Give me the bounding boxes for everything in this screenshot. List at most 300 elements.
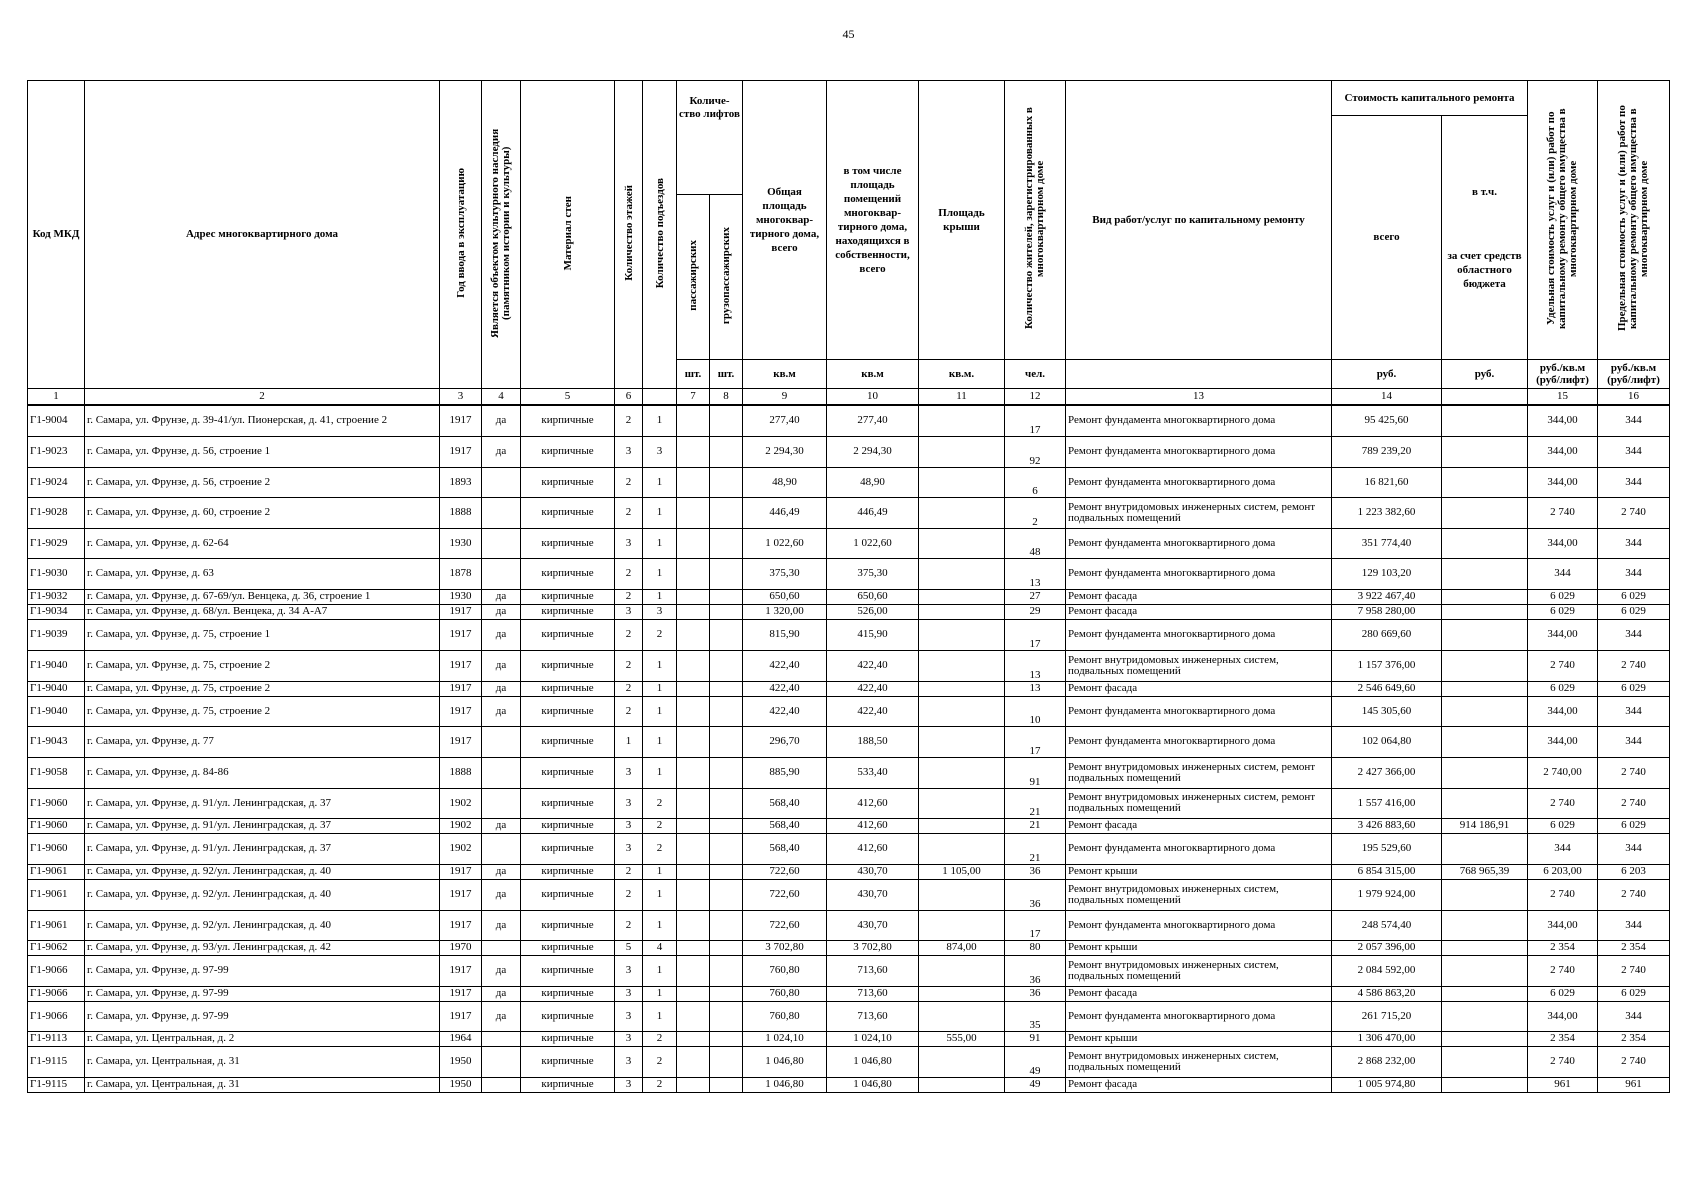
cell-entrances: 3: [643, 604, 677, 619]
cell-lifts-cargo: [710, 589, 743, 604]
cell-residents: 13: [1005, 681, 1066, 696]
cell-total-area: 568,40: [743, 833, 827, 864]
cell-heritage: да: [482, 619, 521, 650]
cell-roof-area: [919, 436, 1005, 467]
cell-total-area: 650,60: [743, 589, 827, 604]
cell-roof-area: [919, 619, 1005, 650]
cell-residents: 2: [1005, 497, 1066, 528]
table-body: [28, 405, 1670, 1092]
cell-cost: 789 239,20: [1332, 436, 1442, 467]
cell-lifts-cargo: [710, 986, 743, 1001]
cell-roof-area: [919, 696, 1005, 726]
col-number: 1: [28, 389, 85, 406]
cell-limit-cost: 961: [1598, 1077, 1670, 1092]
cell-owned-area: 412,60: [827, 833, 919, 864]
cell-residents: 17: [1005, 726, 1066, 757]
cell-owned-area: 446,49: [827, 497, 919, 528]
col-number: 3: [440, 389, 482, 406]
cell-floors: 3: [615, 436, 643, 467]
cell-lifts-pass: [677, 1031, 710, 1046]
cell-year: 1917: [440, 955, 482, 986]
cell-total-area: 1 320,00: [743, 604, 827, 619]
col-number: 2: [85, 389, 440, 406]
cell-address: г. Самара, ул. Фрунзе, д. 75, строение 2: [85, 696, 440, 726]
cell-lifts-cargo: [710, 604, 743, 619]
col-total-area-header: Общая площадь многоквар-тирного дома, всего: [743, 81, 827, 360]
cell-total-area: 422,40: [743, 650, 827, 681]
cell-total-area: 375,30: [743, 558, 827, 589]
cell-cost: 1 557 416,00: [1332, 788, 1442, 818]
cell-heritage: да: [482, 405, 521, 436]
cell-cost: 1 306 470,00: [1332, 1031, 1442, 1046]
cell-owned-area: 412,60: [827, 818, 919, 833]
cell-owned-area: 713,60: [827, 1001, 919, 1031]
cell-floors: 2: [615, 910, 643, 940]
cell-floors: 1: [615, 726, 643, 757]
cell-kod: Г1-9115: [28, 1046, 85, 1077]
col-cost-total-header: всего: [1332, 116, 1442, 360]
cell-address: г. Самара, ул. Центральная, д. 31: [85, 1046, 440, 1077]
cell-residents: 13: [1005, 650, 1066, 681]
cell-cost: 16 821,60: [1332, 467, 1442, 497]
cell-kod: Г1-9004: [28, 405, 85, 436]
cell-total-area: 722,60: [743, 910, 827, 940]
cell-total-area: 760,80: [743, 955, 827, 986]
cell-lifts-pass: [677, 467, 710, 497]
cell-address: г. Самара, ул. Фрунзе, д. 62-64: [85, 528, 440, 558]
cell-residents: 10: [1005, 696, 1066, 726]
cell-floors: 3: [615, 955, 643, 986]
cell-lifts-pass: [677, 589, 710, 604]
cell-heritage: [482, 1031, 521, 1046]
cell-address: г. Самара, ул. Фрунзе, д. 91/ул. Ленинградская, д. 37: [85, 818, 440, 833]
cell-owned-area: 1 046,80: [827, 1046, 919, 1077]
cell-residents: 36: [1005, 879, 1066, 910]
cell-kod: Г1-9028: [28, 497, 85, 528]
cell-year: 1970: [440, 940, 482, 955]
cell-work: Ремонт крыши: [1066, 1031, 1332, 1046]
col-entrances-header: Количество подъездов: [643, 81, 677, 389]
cell-owned-area: 415,90: [827, 619, 919, 650]
cell-owned-area: 430,70: [827, 864, 919, 879]
col-roof-area-header: Площадь крыши: [919, 81, 1005, 360]
cell-address: г. Самара, ул. Фрунзе, д. 92/ул. Ленинградская, д. 40: [85, 910, 440, 940]
cell-cost-regional: [1442, 726, 1528, 757]
cell-cost-regional: [1442, 955, 1528, 986]
cell-work: Ремонт фундамента многоквартирного дома: [1066, 619, 1332, 650]
cell-work: Ремонт фасада: [1066, 681, 1332, 696]
cell-floors: 3: [615, 833, 643, 864]
cell-total-area: 760,80: [743, 1001, 827, 1031]
cell-cost-regional: [1442, 650, 1528, 681]
cell-year: 1917: [440, 864, 482, 879]
cell-entrances: 1: [643, 467, 677, 497]
col-number: 7: [677, 389, 710, 406]
cell-address: г. Самара, ул. Фрунзе, д. 92/ул. Ленинградская, д. 40: [85, 879, 440, 910]
cell-roof-area: [919, 955, 1005, 986]
cell-kod: Г1-9034: [28, 604, 85, 619]
cell-work: Ремонт фасада: [1066, 604, 1332, 619]
cell-limit-cost: 2 354: [1598, 940, 1670, 955]
cell-work: Ремонт фундамента многоквартирного дома: [1066, 910, 1332, 940]
cell-total-area: 422,40: [743, 681, 827, 696]
table-row: [28, 696, 1670, 726]
table-row: [28, 726, 1670, 757]
cell-total-area: 48,90: [743, 467, 827, 497]
cell-work: Ремонт внутридомовых инженерных систем, подвальных помещений: [1066, 1046, 1332, 1077]
cell-floors: 3: [615, 1031, 643, 1046]
cell-kod: Г1-9043: [28, 726, 85, 757]
cell-entrances: 1: [643, 696, 677, 726]
col-number: [1442, 389, 1528, 406]
cell-entrances: 1: [643, 757, 677, 788]
cell-walls: кирпичные: [521, 1077, 615, 1092]
cell-cost-regional: [1442, 833, 1528, 864]
col-lifts-cargo-header: грузопассажирских: [710, 195, 743, 360]
cell-cost-regional: [1442, 879, 1528, 910]
cell-heritage: да: [482, 955, 521, 986]
cell-limit-cost: 344: [1598, 467, 1670, 497]
cell-kod: Г1-9032: [28, 589, 85, 604]
cell-owned-area: 422,40: [827, 696, 919, 726]
cell-floors: 2: [615, 405, 643, 436]
col-heritage-header: Является объектом культурного наследия (памятником истории и культуры): [482, 81, 521, 389]
cell-unit-cost: 2 740: [1528, 788, 1598, 818]
cell-walls: кирпичные: [521, 650, 615, 681]
cell-walls: кирпичные: [521, 788, 615, 818]
cell-cost: 145 305,60: [1332, 696, 1442, 726]
cell-roof-area: 874,00: [919, 940, 1005, 955]
cell-work: Ремонт крыши: [1066, 864, 1332, 879]
cell-residents: 17: [1005, 619, 1066, 650]
cell-owned-area: 422,40: [827, 681, 919, 696]
cell-residents: 36: [1005, 955, 1066, 986]
cell-roof-area: [919, 558, 1005, 589]
col-residents-header: Количество жителей, зарегистрированных в многоквартирном доме: [1005, 81, 1066, 360]
cell-entrances: 2: [643, 788, 677, 818]
cell-kod: Г1-9024: [28, 467, 85, 497]
cell-work: Ремонт фундамента многоквартирного дома: [1066, 726, 1332, 757]
table-row: [28, 879, 1670, 910]
cell-owned-area: 713,60: [827, 986, 919, 1001]
cell-year: 1964: [440, 1031, 482, 1046]
cell-cost: 4 586 863,20: [1332, 986, 1442, 1001]
cell-cost: 1 005 974,80: [1332, 1077, 1442, 1092]
cell-floors: 3: [615, 528, 643, 558]
cell-roof-area: [919, 788, 1005, 818]
cell-residents: 36: [1005, 864, 1066, 879]
cell-roof-area: [919, 818, 1005, 833]
cell-cost: 3 922 467,40: [1332, 589, 1442, 604]
cell-limit-cost: 344: [1598, 1001, 1670, 1031]
cell-entrances: 1: [643, 405, 677, 436]
cell-limit-cost: 344: [1598, 833, 1670, 864]
cell-limit-cost: 344: [1598, 558, 1670, 589]
cell-entrances: 2: [643, 1077, 677, 1092]
cell-roof-area: [919, 726, 1005, 757]
cell-walls: кирпичные: [521, 910, 615, 940]
cell-owned-area: 713,60: [827, 955, 919, 986]
cell-heritage: да: [482, 879, 521, 910]
cell-lifts-cargo: [710, 757, 743, 788]
cell-work: Ремонт фундамента многоквартирного дома: [1066, 405, 1332, 436]
cell-total-area: 277,40: [743, 405, 827, 436]
cell-floors: 3: [615, 1046, 643, 1077]
cell-total-area: 2 294,30: [743, 436, 827, 467]
cell-walls: кирпичные: [521, 619, 615, 650]
cell-unit-cost: 6 029: [1528, 986, 1598, 1001]
cell-kod: Г1-9040: [28, 681, 85, 696]
col-number: 6: [615, 389, 643, 406]
cell-lifts-cargo: [710, 879, 743, 910]
cell-roof-area: [919, 589, 1005, 604]
cell-year: 1893: [440, 467, 482, 497]
cell-year: 1917: [440, 879, 482, 910]
cell-address: г. Самара, ул. Фрунзе, д. 97-99: [85, 1001, 440, 1031]
cell-lifts-pass: [677, 604, 710, 619]
cell-owned-area: 430,70: [827, 879, 919, 910]
table-row: [28, 986, 1670, 1001]
cell-owned-area: 430,70: [827, 910, 919, 940]
cell-entrances: 1: [643, 910, 677, 940]
cell-entrances: 1: [643, 1001, 677, 1031]
cell-unit-cost: 2 740,00: [1528, 757, 1598, 788]
cell-entrances: 2: [643, 818, 677, 833]
cell-roof-area: [919, 910, 1005, 940]
col-number: 13: [1066, 389, 1332, 406]
cell-lifts-pass: [677, 818, 710, 833]
cell-lifts-pass: [677, 864, 710, 879]
cell-unit-cost: 344,00: [1528, 528, 1598, 558]
cell-work: Ремонт фасада: [1066, 986, 1332, 1001]
cell-total-area: 722,60: [743, 879, 827, 910]
cell-floors: 3: [615, 818, 643, 833]
cell-lifts-cargo: [710, 955, 743, 986]
col-number: 9: [743, 389, 827, 406]
cell-address: г. Самара, ул. Фрунзе, д. 67-69/ул. Венцека, д. 36, строение 1: [85, 589, 440, 604]
cell-kod: Г1-9060: [28, 833, 85, 864]
table-row: [28, 757, 1670, 788]
cell-heritage: [482, 558, 521, 589]
cell-owned-area: 526,00: [827, 604, 919, 619]
table-row: [28, 940, 1670, 955]
cell-cost-regional: 768 965,39: [1442, 864, 1528, 879]
cell-heritage: да: [482, 1001, 521, 1031]
col-number: 10: [827, 389, 919, 406]
cell-walls: кирпичные: [521, 955, 615, 986]
cell-floors: 3: [615, 757, 643, 788]
cell-lifts-cargo: [710, 467, 743, 497]
cell-address: г. Самара, ул. Фрунзе, д. 77: [85, 726, 440, 757]
cell-limit-cost: 6 029: [1598, 589, 1670, 604]
cell-entrances: 1: [643, 589, 677, 604]
table-row: [28, 1077, 1670, 1092]
cell-cost: 7 958 280,00: [1332, 604, 1442, 619]
col-limit-cost-header: Предельная стоимость услуг и (или) работ по капитальному ремонту общего имущества в многоквартирном доме: [1598, 81, 1670, 360]
unit-cost-total: руб.: [1332, 360, 1442, 389]
cost-regional-label: за счет средств областного бюджета: [1447, 249, 1522, 290]
unit-cost-regional: руб.: [1442, 360, 1528, 389]
cell-roof-area: [919, 681, 1005, 696]
col-walls-header: Материал стен: [521, 81, 615, 389]
cell-lifts-pass: [677, 436, 710, 467]
cell-limit-cost: 6 029: [1598, 986, 1670, 1001]
cell-kod: Г1-9066: [28, 986, 85, 1001]
cell-heritage: [482, 833, 521, 864]
cell-address: г. Самара, ул. Фрунзе, д. 56, строение 2: [85, 467, 440, 497]
cell-heritage: да: [482, 818, 521, 833]
cell-year: 1917: [440, 604, 482, 619]
cell-year: 1917: [440, 681, 482, 696]
table-row: [28, 1001, 1670, 1031]
cell-limit-cost: 2 354: [1598, 1031, 1670, 1046]
cell-limit-cost: 344: [1598, 405, 1670, 436]
cell-heritage: [482, 497, 521, 528]
cell-unit-cost: 2 354: [1528, 940, 1598, 955]
cell-owned-area: 3 702,80: [827, 940, 919, 955]
cell-limit-cost: 2 740: [1598, 788, 1670, 818]
cell-entrances: 4: [643, 940, 677, 955]
cell-address: г. Самара, ул. Фрунзе, д. 84-86: [85, 757, 440, 788]
cell-roof-area: [919, 650, 1005, 681]
col-owned-area-header: в том числе площадь помещений многоквар-тирного дома, находящихся в собственности, всего: [827, 81, 919, 360]
cell-cost: 95 425,60: [1332, 405, 1442, 436]
cell-heritage: да: [482, 436, 521, 467]
cell-kod: Г1-9058: [28, 757, 85, 788]
cell-kod: Г1-9113: [28, 1031, 85, 1046]
cell-total-area: 1 046,80: [743, 1077, 827, 1092]
cell-year: 1917: [440, 726, 482, 757]
cell-limit-cost: 2 740: [1598, 955, 1670, 986]
cell-owned-area: 1 024,10: [827, 1031, 919, 1046]
cell-residents: 92: [1005, 436, 1066, 467]
cell-cost: 102 064,80: [1332, 726, 1442, 757]
cell-lifts-pass: [677, 619, 710, 650]
cell-heritage: да: [482, 910, 521, 940]
cell-unit-cost: 344,00: [1528, 1001, 1598, 1031]
cell-residents: 49: [1005, 1046, 1066, 1077]
cell-lifts-cargo: [710, 436, 743, 467]
cell-cost: 2 084 592,00: [1332, 955, 1442, 986]
unit-limit-cost: руб./кв.м (руб/лифт): [1598, 360, 1670, 389]
cell-residents: 27: [1005, 589, 1066, 604]
cell-lifts-pass: [677, 405, 710, 436]
cell-owned-area: 533,40: [827, 757, 919, 788]
cell-lifts-cargo: [710, 1001, 743, 1031]
cell-work: Ремонт фундамента многоквартирного дома: [1066, 436, 1332, 467]
cell-heritage: да: [482, 589, 521, 604]
table-row: [28, 650, 1670, 681]
table-row: [28, 467, 1670, 497]
table-row: [28, 436, 1670, 467]
cell-year: 1930: [440, 589, 482, 604]
cell-cost: 129 103,20: [1332, 558, 1442, 589]
cell-lifts-cargo: [710, 940, 743, 955]
cell-entrances: 1: [643, 879, 677, 910]
cell-lifts-cargo: [710, 818, 743, 833]
cell-floors: 3: [615, 788, 643, 818]
cell-work: Ремонт фундамента многоквартирного дома: [1066, 528, 1332, 558]
cell-walls: кирпичные: [521, 818, 615, 833]
cell-work: Ремонт фасада: [1066, 1077, 1332, 1092]
cell-cost: 261 715,20: [1332, 1001, 1442, 1031]
cell-year: 1878: [440, 558, 482, 589]
cell-heritage: да: [482, 650, 521, 681]
cell-lifts-cargo: [710, 497, 743, 528]
cell-work: Ремонт фундамента многоквартирного дома: [1066, 696, 1332, 726]
cell-kod: Г1-9040: [28, 696, 85, 726]
cell-cost-regional: [1442, 757, 1528, 788]
cell-lifts-cargo: [710, 864, 743, 879]
unit-work-type: [1066, 360, 1332, 389]
cell-address: г. Самара, ул. Фрунзе, д. 75, строение 1: [85, 619, 440, 650]
cell-lifts-pass: [677, 879, 710, 910]
cell-owned-area: 277,40: [827, 405, 919, 436]
cell-kod: Г1-9029: [28, 528, 85, 558]
cell-residents: 13: [1005, 558, 1066, 589]
unit-residents: чел.: [1005, 360, 1066, 389]
cell-unit-cost: 344,00: [1528, 696, 1598, 726]
col-cost-group-header: Стоимость капитального ремонта: [1332, 81, 1528, 116]
cell-total-area: 760,80: [743, 986, 827, 1001]
cell-limit-cost: 2 740: [1598, 879, 1670, 910]
cell-heritage: [482, 467, 521, 497]
cell-floors: 3: [615, 986, 643, 1001]
col-number: 4: [482, 389, 521, 406]
unit-total-area: кв.м: [743, 360, 827, 389]
cell-unit-cost: 2 740: [1528, 879, 1598, 910]
col-number: 8: [710, 389, 743, 406]
table-row: [28, 604, 1670, 619]
cell-address: г. Самара, ул. Фрунзе, д. 68/ул. Венцека, д. 34 А-А7: [85, 604, 440, 619]
table-row: [28, 788, 1670, 818]
cell-limit-cost: 344: [1598, 726, 1670, 757]
table-row: [28, 1031, 1670, 1046]
cell-kod: Г1-9061: [28, 910, 85, 940]
col-lifts-pass-header: пассажирских: [677, 195, 710, 360]
cell-floors: 2: [615, 619, 643, 650]
cell-roof-area: [919, 1046, 1005, 1077]
cell-residents: 6: [1005, 467, 1066, 497]
cell-entrances: 1: [643, 726, 677, 757]
cell-heritage: да: [482, 681, 521, 696]
cell-heritage: [482, 1077, 521, 1092]
cell-limit-cost: 2 740: [1598, 757, 1670, 788]
unit-roof-area: кв.м.: [919, 360, 1005, 389]
col-unit-cost-header: Удельная стоимость услуг и (или) работ по капитальному ремонту общего имущества в многоквартирном доме: [1528, 81, 1598, 360]
col-number: 16: [1598, 389, 1670, 406]
cell-heritage: [482, 726, 521, 757]
cell-work: Ремонт фундамента многоквартирного дома: [1066, 467, 1332, 497]
cell-cost-regional: [1442, 405, 1528, 436]
cell-year: 1917: [440, 696, 482, 726]
cell-unit-cost: 6 029: [1528, 589, 1598, 604]
cell-roof-area: [919, 1077, 1005, 1092]
cell-kod: Г1-9066: [28, 1001, 85, 1031]
cell-floors: 2: [615, 696, 643, 726]
cell-year: 1888: [440, 757, 482, 788]
cell-address: г. Самара, ул. Фрунзе, д. 93/ул. Ленинградская, д. 42: [85, 940, 440, 955]
cell-roof-area: 555,00: [919, 1031, 1005, 1046]
table-row: [28, 619, 1670, 650]
cell-walls: кирпичные: [521, 436, 615, 467]
unit-unit-cost: руб./кв.м (руб/лифт): [1528, 360, 1598, 389]
cell-entrances: 1: [643, 528, 677, 558]
cell-walls: кирпичные: [521, 757, 615, 788]
cell-heritage: [482, 788, 521, 818]
cell-limit-cost: 6 029: [1598, 681, 1670, 696]
cell-entrances: 1: [643, 681, 677, 696]
